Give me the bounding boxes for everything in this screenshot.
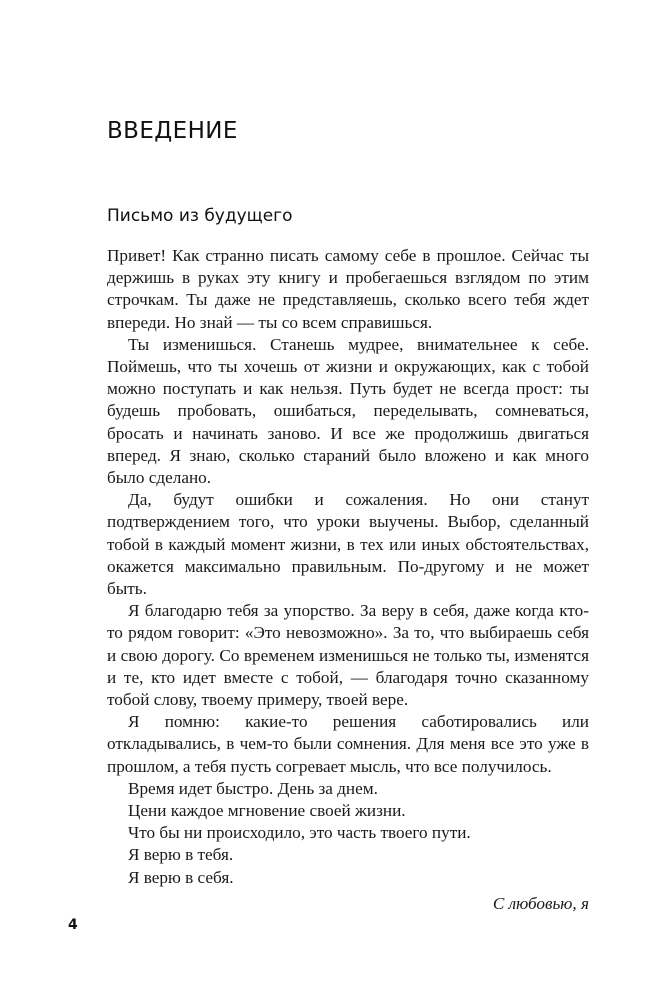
page-number: 4 [68,917,78,933]
paragraph-2: Ты изменишься. Станешь мудрее, внимательнее к себе. Поймешь, что ты хочешь от жизни и окружающих, как с тобой можно поступать и как нельзя. Путь будет не всегда прост: ты будешь пробовать, ошибаться, переделывать, сомневаться, бросать и начинать заново. И все же продолжишь двигаться вперед. Я знаю, сколько стараний было вложено и как много было сделано. [107,334,589,488]
paragraph-5: Я помню: какие-то решения саботировались или откладывались, в чем-то были сомнения. Для меня все это уже в прошлом, а тебя пусть согревает мысль, что все получилось. [107,712,589,776]
closing-line-3: Что бы ни происходило, это часть твоего пути. [128,823,471,843]
paragraph-1: Привет! Как странно писать самому себе в прошлое. Сейчас ты держишь в руках эту книгу и пробегаешься взглядом по этим строчкам. Ты даже не представляешь, сколько всего тебя ждет впереди. Но знай — ты со всем справишься. [107,246,589,332]
closing-line-2: Цени каждое мгновение своей жизни. [128,801,406,821]
closing-line-5: Я верю в себя. [128,867,234,887]
section-title: Письмо из будущего [107,206,293,226]
letter-body [107,245,589,915]
paragraph-4: Я благодарю тебя за упорство. За веру в себя, даже когда кто-то рядом говорит: «Это невозможно». За то, что выбираешь себя и свою дорогу. Со временем изменишься не только ты, изменятся и те, кто идет вместе с тобой, — благодаря точно сказанному тобой слову, твоему примеру, твоей вере. [107,601,589,710]
paragraph-3: Да, будут ошибки и сожаления. Но они станут подтверждением того, что уроки выучены. Выбор, сделанный тобой в каждый момент жизни, в тех или иных обстоятельствах, окажется максимально правильным. По-другому и не может быть. [107,490,589,599]
chapter-title: ВВЕДЕНИЕ [107,118,238,144]
closing-line-4: Я верю в тебя. [128,845,234,865]
closing-line-1: Время идет быстро. День за днем. [128,778,378,798]
signature: С любовью, я [492,893,589,913]
